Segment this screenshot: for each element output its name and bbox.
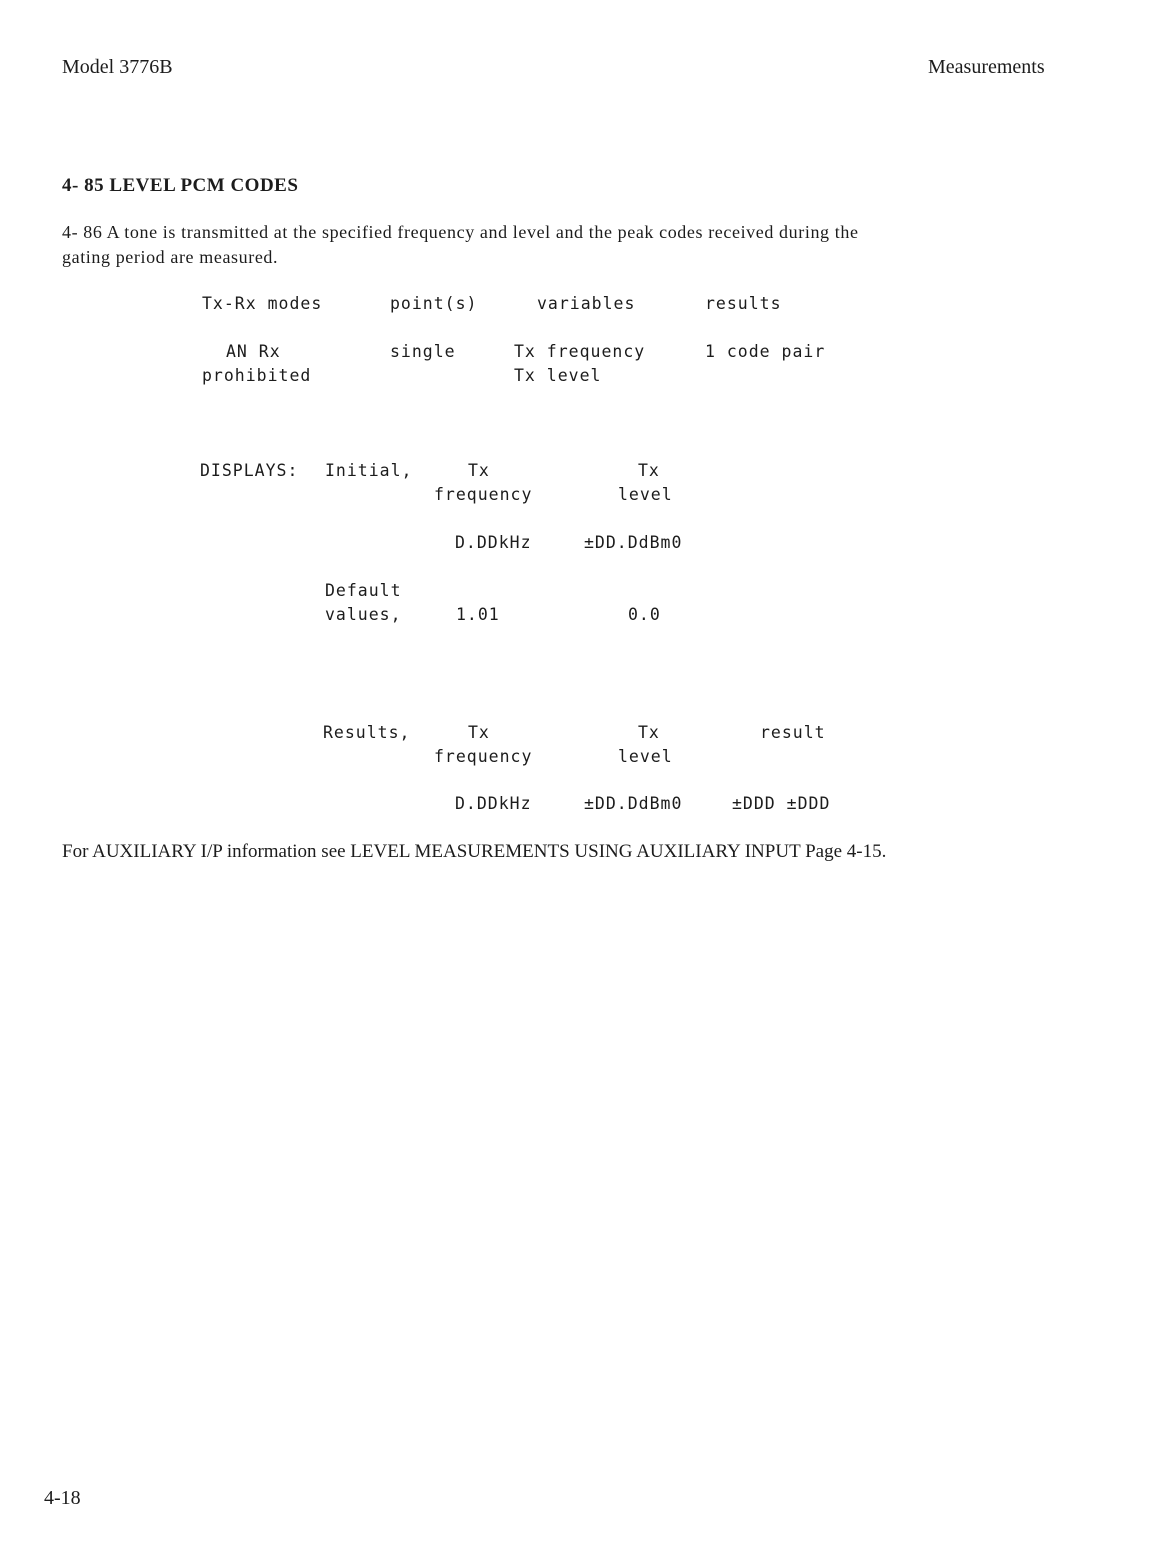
results-level-label: level (618, 747, 673, 766)
variable-1: Tx frequency (514, 342, 646, 361)
section-title: 4- 85 LEVEL PCM CODES (62, 175, 299, 196)
displays-label: DISPLAYS: (200, 461, 299, 480)
results-frequency-label: frequency (434, 747, 533, 766)
default-label-line-1: Default (325, 581, 402, 600)
table-header-results: results (705, 294, 782, 313)
page-number: 4-18 (44, 1487, 81, 1509)
initial-level-label: level (618, 485, 673, 504)
mode-line-2: prohibited (202, 366, 312, 385)
header-model: Model 3776B (62, 56, 173, 78)
default-label-line-2: values, (325, 605, 402, 624)
table-header-variables: variables (537, 294, 636, 313)
mode-line-1: AN Rx (226, 342, 281, 361)
initial-tx-freq-label: Tx (468, 461, 490, 480)
initial-frequency-label: frequency (434, 485, 533, 504)
results-tx-level-label: Tx (638, 723, 660, 742)
paragraph-line-2: gating period are measured. (62, 247, 279, 267)
results-freq-format: D.DDkHz (455, 794, 532, 813)
default-level-value: 0.0 (628, 605, 661, 624)
header-section: Measurements (928, 56, 1045, 78)
initial-label: Initial, (325, 461, 413, 480)
paragraph-line-1: 4- 86 A tone is transmitted at the specified frequency and level and the peak codes received during the (62, 222, 859, 242)
initial-tx-level-label: Tx (638, 461, 660, 480)
auxiliary-note: For AUXILIARY I/P information see LEVEL MEASUREMENTS USING AUXILIARY INPUT Page 4-15. (62, 841, 887, 862)
result-value: 1 code pair (705, 342, 826, 361)
table-header-points: point(s) (390, 294, 478, 313)
initial-freq-format: D.DDkHz (455, 533, 532, 552)
table-header-modes: Tx-Rx modes (202, 294, 323, 313)
results-tx-freq-label: Tx (468, 723, 490, 742)
results-result-format: ±DDD ±DDD (732, 794, 831, 813)
results-result-label: result (760, 723, 826, 742)
default-freq-value: 1.01 (456, 605, 500, 624)
results-label: Results, (323, 723, 411, 742)
variable-2: Tx level (514, 366, 602, 385)
points-value: single (390, 342, 456, 361)
initial-level-format: ±DD.DdBm0 (584, 533, 683, 552)
results-level-format: ±DD.DdBm0 (584, 794, 683, 813)
